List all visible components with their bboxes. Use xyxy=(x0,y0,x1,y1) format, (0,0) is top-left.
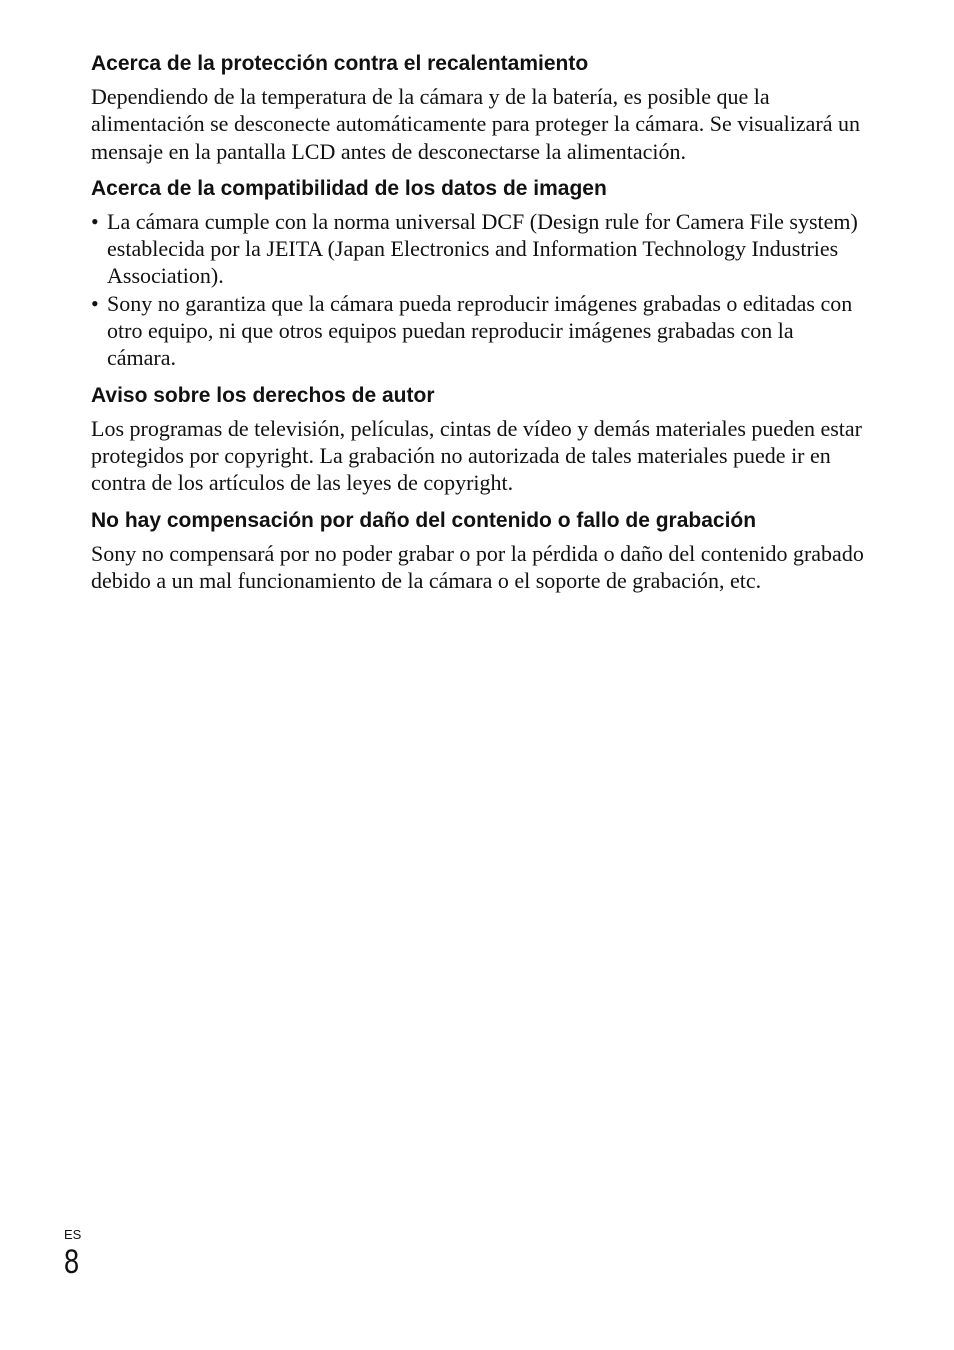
bullet-list xyxy=(91,208,866,372)
section-heading: Acerca de la protección contra el recalentamiento xyxy=(91,52,589,75)
section-paragraph: Los programas de televisión, películas, cintas de vídeo y demás materiales pueden estar protegidos por copyright. La grabación no autorizada de tales materiales puede ir en contra de los artículos de las leyes de copyright. xyxy=(91,415,862,496)
section-image-compatibility xyxy=(91,175,866,372)
section-paragraph: Dependiendo de la temperatura de la cámara y de la batería, es posible que la alimentación se desconecte automáticamente para proteger la cámara. Se visualizará un mensaje en la pantalla LCD antes de desconectarse la alimentación. xyxy=(91,84,861,164)
document-content xyxy=(91,50,866,604)
page-footer xyxy=(64,1228,83,1280)
language-code: ES xyxy=(64,1227,82,1242)
section-heading: Aviso sobre los derechos de autor xyxy=(91,383,435,407)
section-heading: No hay compensación por daño del contenido o fallo de grabación xyxy=(91,508,757,532)
list-item xyxy=(91,208,866,290)
list-item-text: La cámara cumple con la norma universal DCF (Design rule for Camera File system) establecida por la JEITA (Japan Electronics and Information Technology Industries Association). xyxy=(107,208,858,289)
section-no-compensation xyxy=(91,507,866,595)
section-heading: Acerca de la compatibilidad de los datos de imagen xyxy=(91,176,607,200)
list-item xyxy=(91,290,866,372)
bullet-icon: • xyxy=(91,208,99,234)
section-copyright-notice xyxy=(91,382,866,497)
bullet-icon: • xyxy=(91,290,99,316)
section-paragraph: Sony no compensará por no poder grabar o por la pérdida o daño del contenido grabado debido a un mal funcionamiento de la cámara o el soporte de grabación, etc. xyxy=(91,540,864,593)
section-overheat-protection xyxy=(91,50,866,165)
page-number: 8 xyxy=(64,1243,80,1281)
list-item-text: Sony no garantiza que la cámara pueda reproducir imágenes grabadas o editadas con otro equipo, ni que otros equipos puedan reproducir imágenes grabadas con la cámara. xyxy=(107,290,853,371)
